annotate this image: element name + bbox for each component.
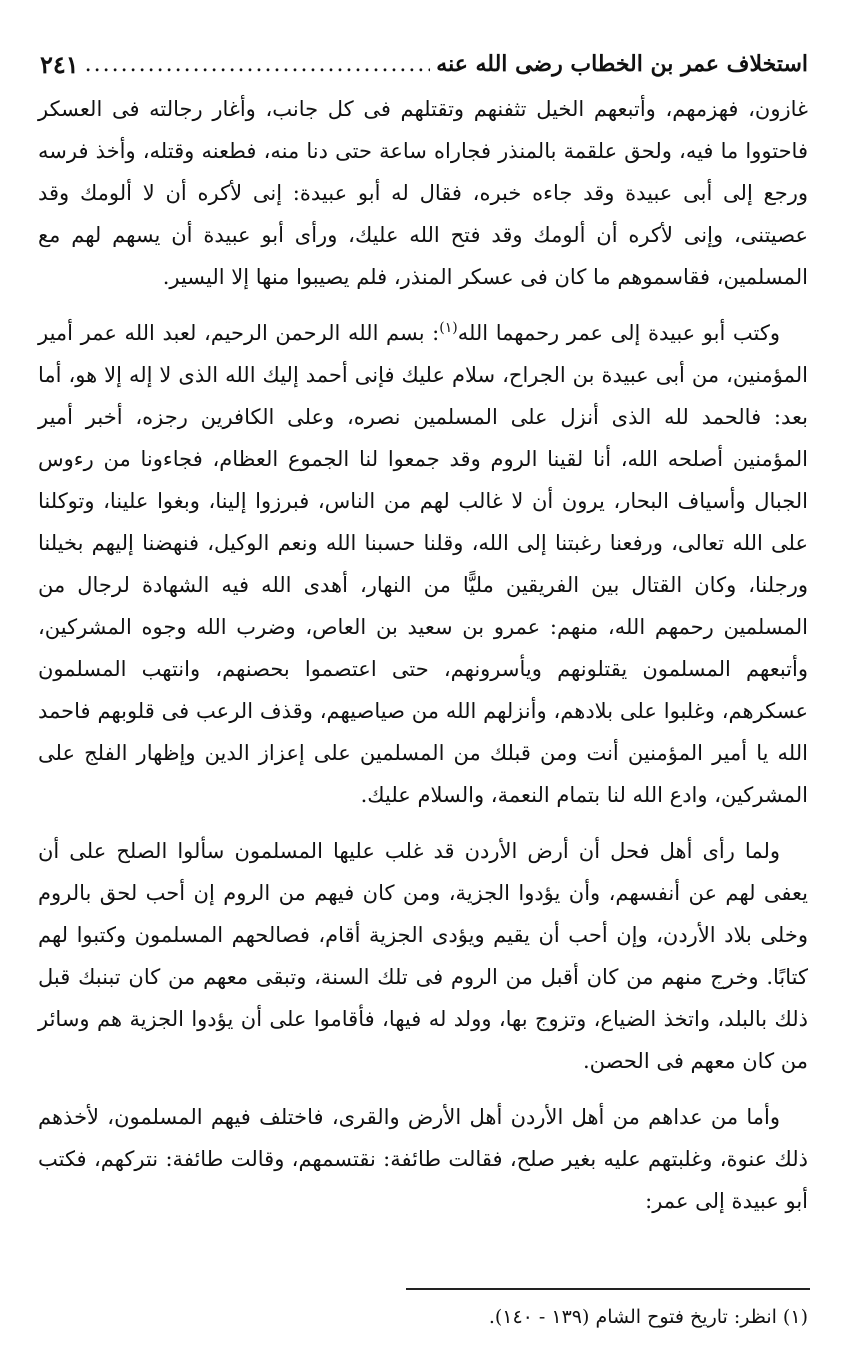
leader-dots — [85, 52, 431, 77]
footnote-separator — [406, 1288, 810, 1290]
paragraph: غازون، فهزمهم، وأتبعهم الخيل تثفنهم وتقتلهم فى كل جانب، وأغار رجالته فى العسكر فاحتووا ما فيه، ولحق علقمة بالمنذر فجاراه ساعة حتى دنا منه، فطعنه وقتله، وأخذ فرسه ورجع إلى أبى عبيدة وقد جاءه خبره، فقال له أبو عبيدة: إنى لأكره أن لا ألومك وقد عصيتنى، وإنى لأكره أن ألومك وقد فتح الله عليك، ورأى أبو عبيدة أن يسهم لهم مع المسلمين، فقاسموهم ما كان فى عسكر المنذر، فلم يصيبوا منها إلا اليسير. — [38, 97, 808, 289]
footnote-reference: (١) — [439, 320, 458, 336]
paragraph: وأما من عداهم من أهل الأردن أهل الأرض والقرى، فاختلف فيهم المسلمون، لأخذهم ذلك عنوة، وغلبتهم عليه بغير صلح، فقالت طائفة: نقتسمهم، وقالت طائفة: نتركهم، فكتب أبو عبيدة إلى عمر: — [38, 1105, 808, 1213]
paragraph: ولما رأى أهل فحل أن أرض الأردن قد غلب عليها المسلمون سألوا الصلح على أن يعفى لهم عن أنفسهم، وأن يؤدوا الجزية، ومن كان فيهم من الروم إن أحب لحق بالروم وخلى بلاد الأردن، وإن أحب أن يقيم ويؤدى الجزية أقام، فصالحهم المسلمون وكتبوا لهم كتابًا. وخرج منهم من كان أقبل من الروم فى تلك السنة، وتبقى معهم من كان تبنبك قبل ذلك بالبلد، واتخذ الضياع، وتزوج بها، وولد له فيها، فأقاموا على أن يؤدوا الجزية هم وسائر من كان معهم فى الحصن. — [38, 839, 808, 1073]
chapter-title: استخلاف عمر بن الخطاب رضى الله عنه — [436, 51, 808, 77]
page-number: ٢٤١ — [40, 49, 79, 79]
main-text — [38, 88, 808, 1236]
letter-paragraph — [38, 312, 808, 816]
footnote: (١) انظر: تاريخ فتوح الشام (١٣٩ - ١٤٠). — [488, 1306, 808, 1328]
letter-intro: وكتب أبو عبيدة إلى عمر رحمهما الله — [457, 321, 780, 345]
letter-text: : بسم الله الرحمن الرحيم، لعبد الله عمر أمير المؤمنين، من أبى عبيدة بن الجراح، سلام عليك فإنى أحمد إليك الله الذى لا إله إلا هو، أما بعد: فالحمد لله الذى أنزل على المسلمين نصره، وعلى الكافرين رجزه، أخبر أمير المؤمنين أصلحه الله، أنا لقينا الروم وقد جمعوا لنا الجموع العظام، فجاءونا من رءوس الجبال وأسياف البحار، يرون أن لا غالب لهم من الناس، فبرزوا إلينا، وبغوا علينا، وتوكلنا على الله تعالى، ورفعنا رغبتنا إلى الله، وقلنا حسبنا الله ونعم الوكيل، فنهضنا إليهم بخيلنا ورجلنا، وكان القتال بين الفريقين مليًّا من النهار، أهدى الله فيه الشهادة لرجال من المسلمين رحمهم الله، منهم: عمرو بن سعيد بن العاص، وضرب الله وجوه المشركين، وأتبعهم المسلمون يقتلونهم ويأسرونهم، حتى اعتصموا بحصنهم، وانتهب المسلمون عسكرهم، وغلبوا على بلادهم، وأنزلهم الله من صياصيهم، وقذف الرعب فى قلوبهم فاحمد الله يا أمير المؤمنين أنت ومن قبلك من المسلمين على إعزاز الدين وإظهار الفلج على المشركين، وادع الله لنا بتمام النعمة، والسلام عليك. — [38, 321, 808, 807]
running-head — [40, 44, 808, 84]
